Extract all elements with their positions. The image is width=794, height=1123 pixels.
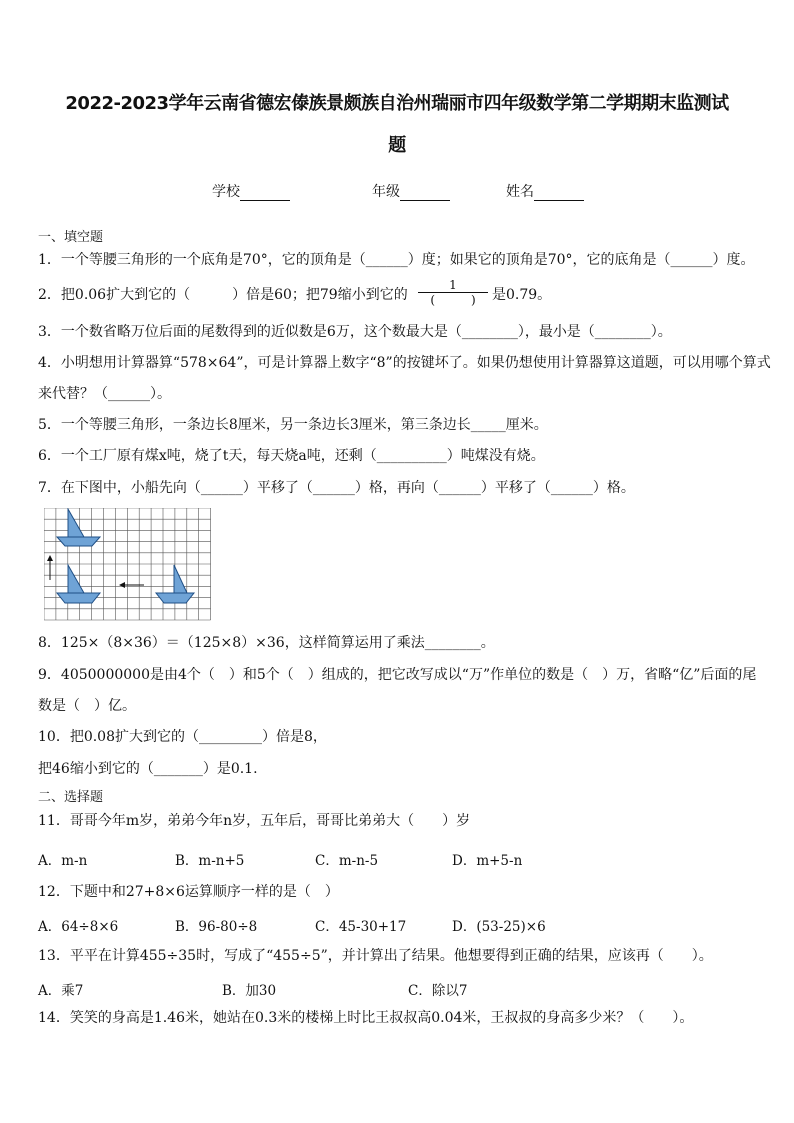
question-4-line-1: 4．小明想用计算器算“578×64”，可是计算器上数字“8”的按键坏了。如果仍想使用计算器算这道题，可以用哪个算式 [38,355,771,371]
q11-option-a[interactable]: A．m-n [38,853,88,869]
section-heading-fill-blank: 一、填空题 [38,230,104,245]
boat-sail [68,509,84,537]
q11-option-d[interactable]: D．m+5-n [452,853,523,869]
question-10-line-2: 把46缩小到它的（_______）是0.1. [38,761,258,777]
question-4-line-2: 来代替？（______）。 [38,386,171,402]
question-2-part-a: 2．把0.06扩大到它的（ ）倍是60；把79缩小到它的 [38,287,408,303]
question-8: 8．125×（8×36）＝（125×8）×36，这样简算运用了乘法________。 [38,635,495,651]
grade-field [372,181,450,201]
page-title-continued: 题 [388,135,406,156]
q12-option-a[interactable]: A．64÷8×6 [38,919,119,935]
question-5: 5．一个等腰三角形，一条边长8厘米，另一条边长3厘米，第三条边长_____厘米。 [38,417,548,433]
question-11: 11．哥哥今年m岁，弟弟今年n岁，五年后，哥哥比弟弟大（ ）岁 [38,813,471,829]
q13-option-b[interactable]: B．加30 [222,983,277,999]
section-heading-multiple-choice: 二、选择题 [38,790,104,805]
boat-sail [68,565,84,593]
boat-bottom-right [156,565,194,603]
question-1: 1．一个等腰三角形的一个底角是70°，它的顶角是（______）度；如果它的顶角是70°，它的底角是（______）度。 [38,252,755,268]
q11-option-b[interactable]: B．m-n+5 [175,853,245,869]
page-title: 2022-2023学年云南省德宏傣族景颇族自治州瑞丽市四年级数学第二学期期末监测试 [65,93,729,114]
boat-grid-figure [44,508,212,622]
fraction-denominator: ( ) [430,293,476,307]
up-arrow [47,555,53,580]
question-7: 7．在下图中，小船先向（______）平移了（______）格，再向（______）平移了（______）格。 [38,480,635,496]
boat-hull [57,593,100,603]
q12-option-c[interactable]: C．45-30+17 [315,919,407,935]
boat-bottom-left [57,565,100,603]
question-6: 6．一个工厂原有煤x吨，烧了t天，每天烧a吨，还剩（__________）吨煤没有烧。 [38,448,545,464]
q11-option-c[interactable]: C．m-n-5 [315,853,379,869]
name-label: 姓名 [506,184,534,200]
school-label: 学校 [212,184,240,200]
question-3: 3．一个数省略万位后面的尾数得到的近似数是6万，这个数最大是（________），最小是（________）。 [38,324,672,340]
q12-option-b[interactable]: B．96-80÷8 [175,919,258,935]
boat-sail [174,565,187,593]
q13-option-c[interactable]: C．除以7 [408,983,468,999]
question-10-line-1: 10．把0.08扩大到它的（_________）倍是8， [38,729,327,745]
fraction-numerator: 1 [418,278,488,293]
q13-option-a[interactable]: A．乘7 [38,983,84,999]
question-9-line-1: 9．4050000000是由4个（ ）和5个（ ）组成的，把它改写成以“万”作单位的数是（ ）万，省略“亿”后面的尾 [38,667,757,683]
boat-hull [57,537,100,546]
question-12: 12．下题中和27+8×6运算顺序一样的是（ ） [38,884,339,900]
question-13: 13．平平在计算455÷35时，写成了“455÷5”，并计算出了结果。他想要得到正确的结果，应该再（ ）。 [38,948,713,964]
fraction [418,278,488,307]
left-arrow [119,582,144,588]
grade-label: 年级 [372,184,400,200]
boat-hull [156,593,194,603]
question-14: 14．笑笑的身高是1.46米，她站在0.3米的楼梯上时比王叔叔高0.04米，王叔叔的身高多少米？（ ）。 [38,1010,694,1026]
name-field [506,181,584,201]
school-field [212,181,290,201]
question-2-part-b: 是0.79。 [492,287,552,303]
question-9-line-2: 数是（ ）亿。 [38,698,136,714]
q12-option-d[interactable]: D．(53-25)×6 [452,919,546,935]
boat-top-left [57,509,100,546]
